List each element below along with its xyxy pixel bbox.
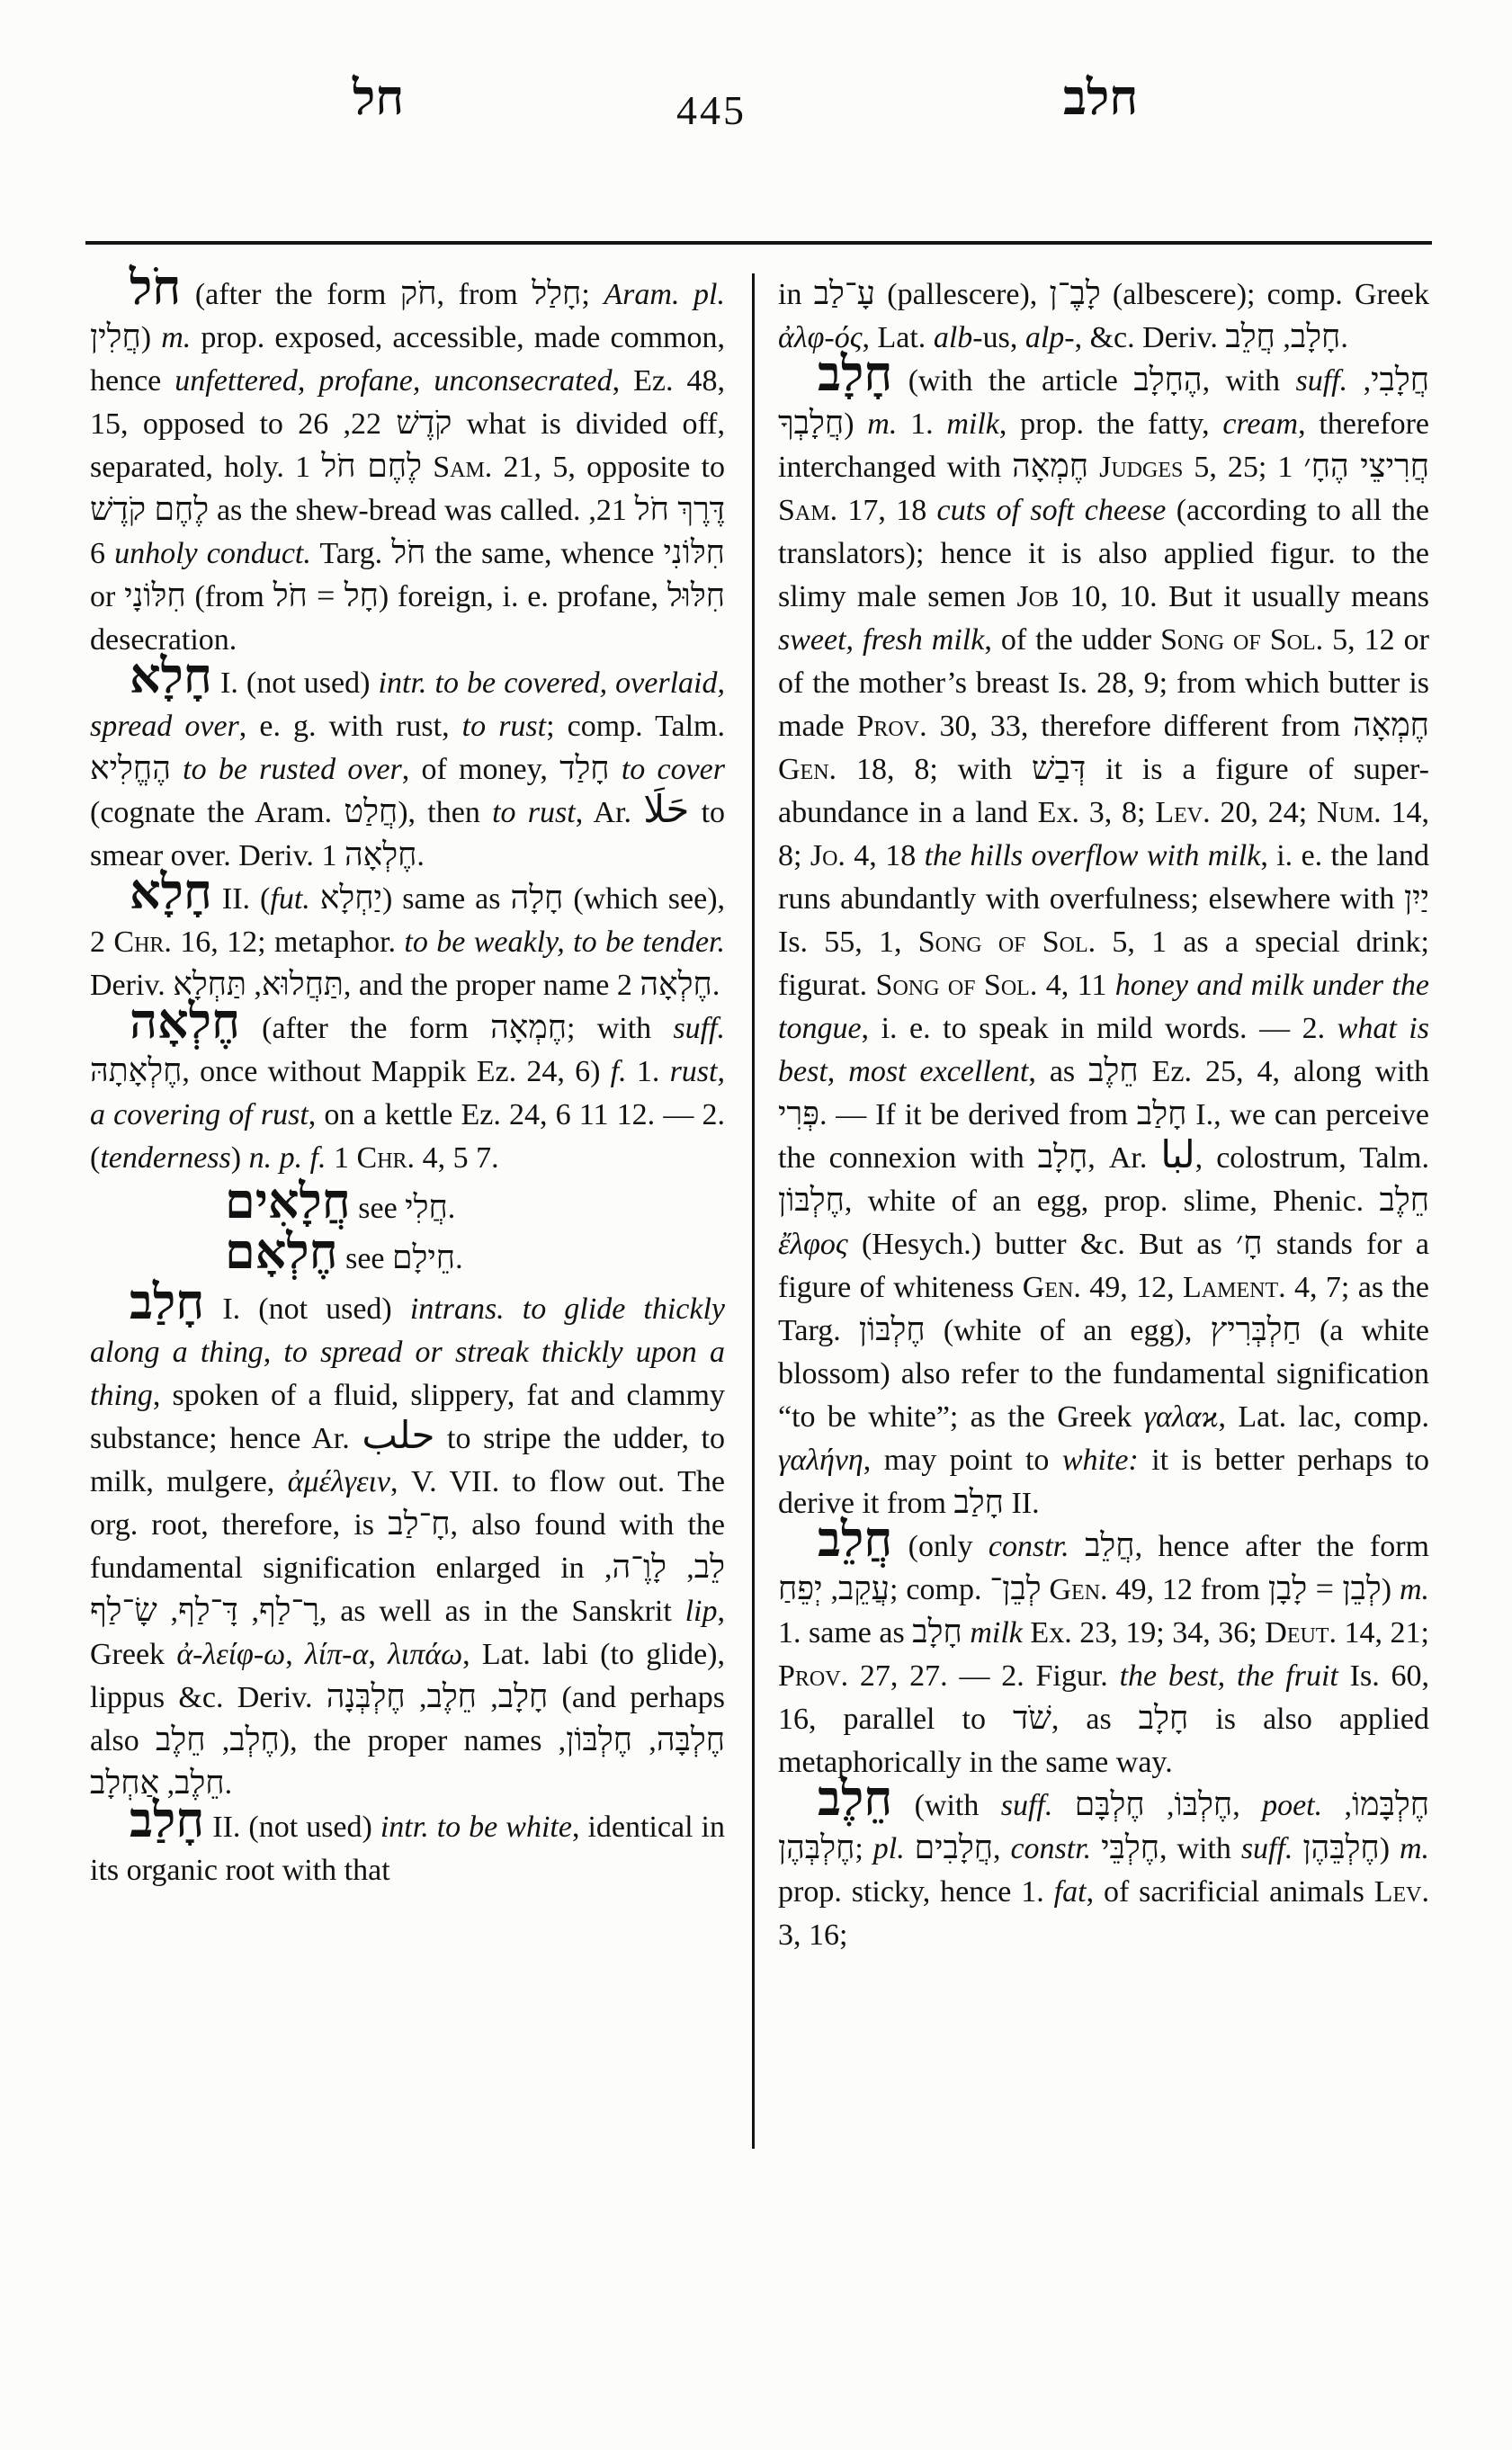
hebrew-inline: חֶלְבָּה: [656, 1721, 726, 1757]
hebrew-headword: חֲלֵב: [818, 1513, 893, 1567]
entry-chalab-ii: חָלַב II. (not used) intr. to be white, identical in its organic root with that: [90, 1793, 725, 1887]
italic-text: intrans. to glide thickly along a thing, to spread or streak thickly upon a thing: [90, 1292, 725, 1412]
italic-text: honey and milk under the tongue: [778, 969, 1429, 1045]
hebrew-headword: חֹל: [130, 261, 182, 315]
italic-text: to rust: [492, 796, 576, 829]
italic-text: unfettered, profane, unconsecrated: [174, 364, 613, 398]
greek-inline: ἀμέλγειν: [287, 1465, 391, 1498]
italic-text: lip: [684, 1595, 718, 1628]
entry-cheleb-fat: חֵלֶב (with suff. חֶלְבּוֹ, חֶלְבָּם , poet. חֶלְבָּמוֹ, חֶלְבְּהֶן; pl. חֲלָבִים, constr. חֶלְבֵּי, with suff. חֶלְבֵּהֶן) m. prop. sticky, hence 1. fat, of sacrificial animals Lev. 3, 16;: [778, 1772, 1430, 1952]
hebrew-inline: חָלַד: [559, 750, 610, 786]
smallcaps-reference: Job: [1016, 580, 1060, 613]
hebrew-inline: חִלּוּל: [667, 577, 726, 613]
hebrew-inline: חָל = חֹל: [273, 577, 379, 613]
hebrew-inline: חֶלְאָה: [344, 836, 417, 872]
hebrew-inline: לְבֵן־: [989, 1570, 1042, 1606]
hebrew-inline: עָ־לַב: [813, 275, 876, 311]
hebrew-inline: יַחְלָא: [319, 880, 382, 916]
column-divider: [752, 273, 755, 2149]
italic-text: the best, the fruit: [1119, 1659, 1338, 1693]
entry-chala-ii: חָלָא II. (fut. יַחְלָא) same as חָלָה (which see), 2 Chr. 16, 12; metaphor. to be weakly, to be tender. Deriv. תַּחֲלוּא, תַּחְלָא , and the proper name חֶלְאָה 2.: [90, 865, 726, 1002]
italic-text: intr. to be white: [380, 1811, 572, 1844]
italic-text: suff.: [673, 1012, 725, 1045]
header-keyword-left: חל: [353, 71, 405, 125]
hebrew-inline: חֶלְבֵּי: [1101, 1829, 1160, 1865]
hebrew-inline: לָוֶ־ה: [612, 1549, 667, 1585]
arabic-inline: حلب: [362, 1416, 435, 1457]
italic-text: fat: [1053, 1875, 1087, 1909]
entry-chalab-milk: חָלָב (with the article הֶחָלָב, with suff. חֲלָבִי, חֲלָבְךָ) m. 1. milk, prop. the fatty, cream, therefore interchanged with חֶמְאָה Judges 5, 25; חֲרִיצֵי הֶחָ׳ 1 Sam. 17, 18 cuts of soft cheese (according to all the translators); hence it is also applied figur. to the slimy male semen Job 10, 10. But it usually means sweet, fresh milk, of the udder Song of Sol. 5, 12 or of the mother’s breast Is. 28, 9; from which butter is made Prov. 30, 33, therefore different from חֶמְאָה Gen. 18, 8; with דְּבַשׁ it is a figure of super-abundance in a land Ex. 3, 8; Lev. 20, 24; Num. 14, 8; Jo. 4, 18 the hills overflow with milk, i. e. the land runs abundantly with overfulness; elsewhere with יַיִן Is. 55, 1, Song of Sol. 5, 1 as a special drink; figurat. Song of Sol. 4, 11 honey and milk under the tongue, i. e. to speak in mild words. — 2. what is best, most excellent, as חֵלֶב Ez. 25, 4, along with פְּרִי. — If it be derived from חָלַב I., we can perceive the connexion with חָלָב, Ar. لبا, colostrum, Talm. חֶלְבּוֹן, white of an egg, prop. slime, Phenic. חֵלֶב ἔλφος (Hesych.) butter &c. But as חָ׳ stands for a figure of whiteness Gen. 49, 12, Lament. 4, 7; as the Targ. חֶלְבּוֹן (white of an egg), חַלְבְּרִיץ (a white blossom) also refer to the fundamental signification “to be white”; as the Greek γαλαϰ, Lat. lac, comp. γαλήνη, may point to white: it is better perhaps to derive it from חָלַב II.: [778, 347, 1430, 1520]
hebrew-inline: חֲלָבִים: [914, 1829, 994, 1865]
smallcaps-reference: Prov.: [856, 710, 927, 743]
hebrew-inline: חֶלְבּוֹן: [858, 1311, 926, 1347]
smallcaps-reference: Gen.: [778, 753, 837, 786]
italic-text: rust, a covering of rust: [90, 1055, 725, 1131]
hebrew-inline: חֵלֶב: [1379, 1182, 1429, 1218]
hebrew-inline: לְבֵן = לָבָן: [1267, 1570, 1382, 1606]
italic-text: milk: [946, 407, 999, 441]
hebrew-inline: חֶלְבּוֹן: [778, 1182, 845, 1218]
hebrew-inline: דָּ־לַף: [178, 1592, 238, 1628]
hebrew-inline: חָלַב: [953, 1484, 1004, 1520]
entry-chala-i: חָלָא I. (not used) intr. to be covered, overlaid, spread over, e. g. with rust, to rust; comp. Talm. הֶחֱלִיא to be rusted over, of money, חָלַד to cover (cognate the Aram. חֲלַט), then to rust, Ar. حَلَا to smear over. Deriv. חֶלְאָה 1.: [90, 649, 726, 872]
column-left: [90, 261, 726, 1892]
hebrew-inline: חִלּוֹנָי: [124, 577, 186, 613]
column-right: [778, 273, 1429, 1957]
smallcaps-reference: Lament.: [1183, 1271, 1286, 1304]
xref-chalaim: חֲלָאִים see חֲלִי.: [225, 1175, 456, 1229]
greek-inline: λίπ-α: [304, 1638, 369, 1671]
hebrew-inline: חֲלֵב: [1085, 1527, 1135, 1563]
hebrew-headword: חָלָב: [818, 347, 893, 401]
hebrew-inline: חֹל: [391, 534, 426, 570]
arabic-inline: لبا: [1160, 1135, 1195, 1176]
hebrew-inline: פְּרִי: [778, 1095, 819, 1131]
hebrew-inline: עֲקֵב: [838, 1570, 890, 1606]
smallcaps-reference: Gen.: [1049, 1573, 1108, 1606]
xref-chelam: חֶלְאָם see חֵילָם.: [225, 1225, 463, 1279]
hebrew-inline: חָלַל: [532, 275, 582, 311]
hebrew-inline: חָלָב: [497, 1678, 549, 1714]
italic-text: m.: [1399, 1832, 1430, 1865]
hebrew-inline: חֵלֶב: [426, 1678, 477, 1714]
smallcaps-reference: Judges: [1099, 451, 1184, 484]
italic-text: to be weakly, to be tender.: [404, 925, 726, 959]
greek-inline: ἀ-λείφ-ω: [176, 1638, 286, 1671]
hebrew-inline: חֶלְבְּהֶן: [778, 1829, 855, 1865]
italic-text: milk: [970, 1616, 1023, 1650]
hebrew-inline: חָ׳: [1235, 1225, 1263, 1261]
hebrew-inline: חֶלְב: [229, 1721, 280, 1757]
smallcaps-reference: Song of Sol.: [1160, 623, 1324, 657]
smallcaps-reference: Jo.: [810, 839, 845, 872]
hebrew-inline: רָ־לַף: [258, 1592, 319, 1628]
hebrew-inline: יַיִן: [1403, 880, 1429, 916]
header-keyword-right: חלב: [1063, 71, 1139, 125]
hebrew-inline: אַחְלָב: [90, 1765, 160, 1801]
hebrew-inline: יְפֵחַ: [778, 1570, 823, 1606]
hebrew-inline: חָלָב: [1037, 1139, 1088, 1175]
italic-text: constr.: [988, 1530, 1069, 1563]
hebrew-inline: חֲלֵב: [1225, 318, 1275, 354]
smallcaps-reference: Chr.: [356, 1141, 416, 1175]
smallcaps-reference: Chr.: [113, 925, 172, 959]
italic-text: cream: [1222, 407, 1299, 441]
hebrew-inline: חֹק: [399, 275, 437, 311]
hebrew-inline: חָלַב: [1136, 1095, 1187, 1131]
greek-inline: γαλαϰ: [1143, 1400, 1219, 1434]
hebrew-inline: חֵלֶב: [156, 1721, 206, 1757]
smallcaps-reference: Sam.: [778, 494, 838, 527]
hebrew-inline: חֲלִי: [405, 1189, 448, 1225]
italic-text: to cover: [621, 753, 726, 786]
hebrew-inline: חָלָה: [510, 880, 564, 916]
italic-text: suff.: [1295, 364, 1348, 398]
hebrew-inline: חָ־לַב: [388, 1506, 451, 1542]
hebrew-inline: חָלָב: [1290, 318, 1341, 354]
greek-inline: ἀλφ-ός: [778, 321, 863, 354]
hebrew-inline: חַלְבְּרִיץ: [1210, 1311, 1302, 1347]
hebrew-inline: חֶלְאָתָהּ: [90, 1052, 183, 1088]
hebrew-inline: חֲלִין: [90, 318, 141, 354]
hebrew-inline: חֶלְבֵּהֶן: [1302, 1829, 1380, 1865]
hebrew-headword: חֵלֶב: [818, 1772, 893, 1826]
hebrew-inline: שָׂ־לַף: [90, 1592, 157, 1628]
italic-text: cuts of soft cheese: [936, 494, 1167, 527]
hebrew-inline: לֶחֶם חֹל: [321, 448, 422, 484]
entry-chaleb-constr: חֲלֵב (only constr. חֲלֵב, hence after the form עֲקֵב, יְפֵחַ ; comp. לְבֵן־ Gen. 49, 12 from לְבֵן = לָבָן) m. 1. same as חָלָב milk Ex. 23, 19; 34, 36; Deut. 14, 21; Prov. 27, 27. — 2. Figur. the best, the fruit Is. 60, 16, parallel to שֹׁד, as חָלָב is also applied metaphorically in the same way.: [778, 1513, 1430, 1779]
italic-text: m.: [1399, 1573, 1430, 1606]
hebrew-inline: לֵב: [693, 1549, 725, 1585]
italic-text: alp: [1024, 321, 1065, 354]
italic-text: Aram. pl.: [604, 278, 726, 311]
hebrew-inline: חֵלֶב: [174, 1765, 225, 1801]
entry-chalab-ii-continued: in עָ־לַב (pallescere), לָבֶ־ן (albescere); comp. Greek ἀλφ-ός, Lat. alb-us, alp-, &c. Deriv. חָלָב, חֲלֵב .: [778, 275, 1430, 354]
italic-text: m.: [867, 407, 898, 441]
smallcaps-reference: Lev.: [1373, 1875, 1429, 1909]
italic-text: suff.: [1000, 1789, 1053, 1822]
smallcaps-reference: Prov.: [778, 1659, 849, 1693]
italic-text: pl.: [872, 1832, 905, 1865]
entry-chalab-i: חָלַב I. (not used) intrans. to glide thickly along a thing, to spread or streak thickly upon a thing, spoken of a fluid, slippery, fat and clammy substance; hence Ar. حلب to stripe the udder, to milk, mulgere, ἀμέλγειν, V. VII. to flow out. The org. root, therefore, is חָ־לַב, also found with the fundamental signification enlarged in לֵב, לָוֶ־ה, רָ־לַף, דָּ־לַף, שָׂ־לַף , as well as in the Sanskrit lip, Greek ἀ-λείφ-ω, λίπ-α, λιπάω, Lat. labi (to glide), lippus &c. Deriv. חָלָב, חֵלֶב, חֶלְבְּנָה (and perhaps also חֶלְב, חֵלֶב ), the proper names חֶלְבָּה, חֶלְבּוֹן, חֵלֶב, אַחְלָב .: [90, 1275, 726, 1801]
smallcaps-reference: Gen.: [1022, 1271, 1081, 1304]
greek-inline: γαλήνη: [778, 1444, 863, 1477]
italic-text: to rust: [461, 710, 547, 743]
hebrew-inline: דֶּרֶךְ חֹל: [634, 491, 725, 527]
text-columns: [90, 261, 1432, 2149]
hebrew-inline: לֶחֶם קֹדֶשׁ: [90, 491, 210, 527]
hebrew-headword: חָלַב: [130, 1793, 205, 1847]
italic-text: unholy conduct.: [114, 537, 311, 570]
smallcaps-reference: Lev.: [1155, 796, 1211, 829]
italic-text: to be rusted over: [183, 753, 402, 786]
hebrew-inline: הֶחֱלִיא: [90, 750, 171, 786]
entry-chelah: חֶלְאָה (after the form חֶמְאָה; with suff. חֶלְאָתָהּ, once without Mappik Ez. 24, 6) f. 1. rust, a covering of rust, on a kettle Ez. 24, 6 11 12. — 2. (tenderness) n. p. f. 1 Chr. 4, 5 7.: [90, 995, 725, 1175]
italic-text: m.: [161, 321, 192, 354]
hebrew-inline: חֲלַט: [344, 793, 398, 829]
greek-inline: λιπάω: [388, 1638, 463, 1671]
hebrew-headword: חֶלְאָה: [130, 995, 240, 1049]
italic-text: white:: [1061, 1444, 1139, 1477]
hebrew-headword: חָלַב: [130, 1275, 205, 1329]
hebrew-inline: קֹדֶשׁ: [396, 405, 452, 441]
hebrew-inline: לָבֶ־ן: [1049, 275, 1101, 311]
hebrew-inline: שֹׁד: [1013, 1700, 1051, 1736]
greek-inline: ἔλφος: [778, 1228, 848, 1261]
hebrew-inline: חִלּוֹנִי: [663, 534, 725, 570]
hebrew-inline: חֶמְאָה: [490, 1009, 568, 1045]
italic-text: fut.: [270, 882, 310, 916]
hebrew-inline: חֵילָם: [392, 1239, 456, 1275]
italic-text: f.: [610, 1055, 627, 1088]
hebrew-inline: חֶמְאָה: [1353, 707, 1429, 743]
hebrew-headword: חָלָא: [130, 649, 212, 703]
entry-chol: חֹל (after the form חֹק, from חָלַל; Aram. pl. חֲלִין) m. prop. exposed, accessible, made common, hence unfettered, profane, unconsecrated, Ez. 48, 15, opposed to קֹדֶשׁ 22, 26 what is divided off, separated, holy. לֶחֶם חֹל 1 Sam. 21, 5, opposite to לֶחֶם קֹדֶשׁ as the shew-bread was called. דֶּרֶךְ חֹל 21, 6 unholy conduct. Targ. חֹל the same, whence חִלּוֹנִי or חִלּוֹנָי (from חָל = חֹל) foreign, i. e. profane, חִלּוּל desecration.: [90, 261, 726, 657]
hebrew-headword: חָלָא: [130, 865, 212, 919]
italic-text: what is best, most excellent: [778, 1012, 1429, 1088]
hebrew-inline: תַּחֲלוּא: [261, 966, 344, 1002]
page-number: 445: [676, 87, 747, 133]
italic-text: constr.: [1010, 1832, 1092, 1865]
smallcaps-reference: Deut.: [1265, 1616, 1337, 1650]
hebrew-inline: חֶמְאָה: [1012, 448, 1089, 484]
italic-text: the hills overflow with milk: [924, 839, 1261, 872]
italic-text: intr. to be covered, overlaid, spread over: [90, 666, 725, 743]
arabic-inline: حَلَا: [643, 790, 690, 831]
header-rule: [85, 241, 1432, 245]
italic-text: suff.: [1240, 1832, 1293, 1865]
hebrew-inline: חֶלְבְּנָה: [326, 1678, 406, 1714]
hebrew-headword: חֲלָאִים: [225, 1175, 351, 1229]
hebrew-inline: חָלָב: [1138, 1700, 1189, 1736]
hebrew-inline: חֶלְאָה: [640, 966, 712, 1002]
italic-text: poet.: [1262, 1789, 1323, 1822]
smallcaps-reference: Sam.: [433, 451, 493, 484]
hebrew-inline: חֲלָבְךָ: [778, 405, 845, 441]
italic-text: sweet, fresh milk: [778, 623, 985, 657]
hebrew-inline: חֶלְבָּם: [1074, 1786, 1145, 1822]
hebrew-headword: חֶלְאָם: [225, 1225, 338, 1279]
hebrew-inline: חֶלְבּוֹן: [566, 1721, 633, 1757]
smallcaps-reference: Song of Sol.: [917, 925, 1096, 959]
hebrew-inline: דְּבַשׁ: [1032, 750, 1087, 786]
smallcaps-reference: Song of Sol.: [875, 969, 1038, 1002]
hebrew-inline: חֵלֶב: [1088, 1052, 1139, 1088]
smallcaps-reference: Num.: [1316, 796, 1382, 829]
hebrew-inline: תַּחְלָא: [173, 966, 246, 1002]
hebrew-inline: חֶלְבּוֹ: [1174, 1786, 1233, 1822]
hebrew-inline: הֶחָלָב: [1133, 362, 1203, 398]
italic-text: alb: [933, 321, 973, 354]
italic-text: tenderness: [100, 1141, 231, 1175]
hebrew-inline: חֲרִיצֵי הֶחָ׳: [1303, 448, 1430, 484]
hebrew-inline: חָלָב: [912, 1614, 962, 1650]
hebrew-inline: חֲלָבִי: [1371, 362, 1429, 398]
italic-text: n. p. f.: [248, 1141, 327, 1175]
hebrew-inline: חֶלְבָּמוֹ: [1351, 1786, 1429, 1822]
